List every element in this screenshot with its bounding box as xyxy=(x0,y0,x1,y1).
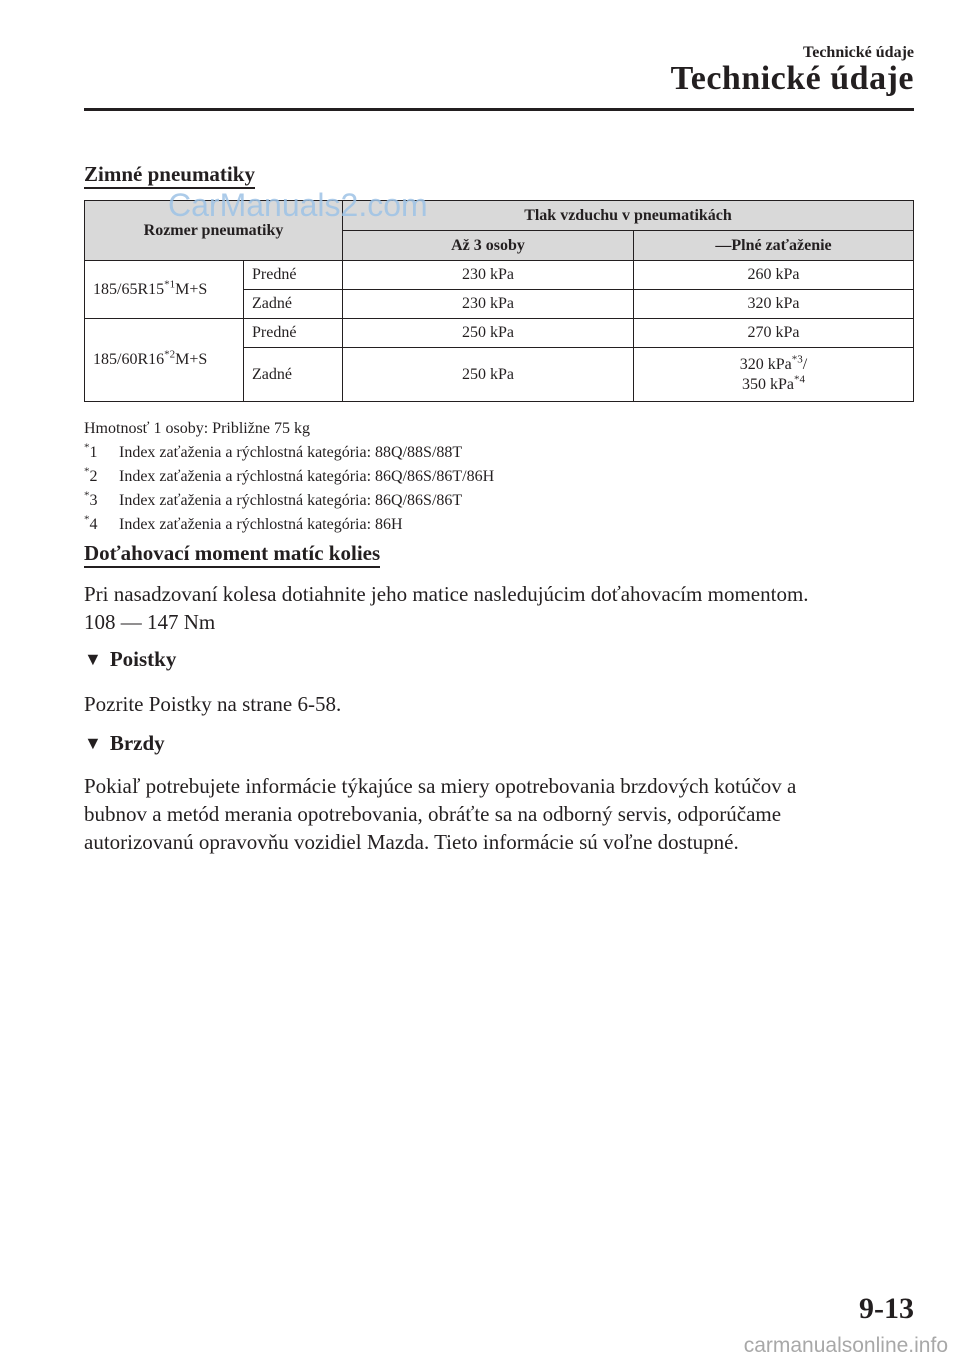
header-section-small: Technické údaje xyxy=(803,44,914,61)
table-row xyxy=(85,319,914,348)
triangle-down-icon: ▼ xyxy=(84,649,102,669)
footnote-ref: *4 xyxy=(794,373,805,386)
footnote: *4 Index zaťaženia a rýchlostná kategória: 86H xyxy=(84,513,494,537)
footnote: *3 Index zaťaženia a rýchlostná kategória: 86Q/86S/86T xyxy=(84,489,494,513)
pressure-cell: 270 kPa xyxy=(634,319,914,348)
footnote-ref: *1 xyxy=(164,278,176,291)
header-rule xyxy=(84,108,914,111)
table-header-tire-size: Rozmer pneumatiky xyxy=(85,201,343,261)
pressure-cell: 230 kPa xyxy=(343,261,634,290)
tire-size-suffix: M+S xyxy=(175,351,208,368)
position-cell: Zadné xyxy=(244,348,343,402)
pressure-value: 320 kPa xyxy=(739,355,792,373)
brakes-text-line: autorizovanú opravovňu vozidiel Mazda. Tieto informácie sú voľne dostupné. xyxy=(84,830,739,854)
table-header-full-load: —Plné zaťaženie xyxy=(634,231,914,261)
winter-tires-title: Zimné pneumatiky xyxy=(84,162,255,189)
torque-title: Doťahovací moment matíc kolies xyxy=(84,541,380,568)
tire-size: 185/65R15 xyxy=(93,280,165,298)
torque-text: Pri nasadzovaní kolesa dotiahnite jeho matice nasledujúcim doťahovacím momentom. xyxy=(84,582,809,606)
torque-text-block xyxy=(84,580,914,636)
fuses-title: Poistky xyxy=(109,647,177,671)
pressure-cell-multi xyxy=(634,348,914,402)
table-notes xyxy=(84,417,494,537)
brakes-text-line: Pokiaľ potrebujete informácie týkajúce sa miery opotrebovania brzdových kotúčov a xyxy=(84,774,797,798)
position-cell: Predné xyxy=(244,319,343,348)
triangle-down-icon: ▼ xyxy=(84,733,102,753)
footnote: *2 Index zaťaženia a rýchlostná kategória: 86Q/86S/86T/86H xyxy=(84,465,494,489)
tire-size: 185/60R16 xyxy=(93,351,165,368)
pressure-cell: 320 kPa xyxy=(634,290,914,319)
header-section-title: Technické údaje xyxy=(670,60,914,97)
position-cell: Zadné xyxy=(244,290,343,319)
pressure-value: 350 kPa xyxy=(742,375,794,393)
footnote-number: 3 xyxy=(89,492,98,509)
footnote-ref: *3 xyxy=(791,353,803,366)
weight-note: Hmotnosť 1 osoby: Približne 75 kg xyxy=(84,420,310,437)
footnote-text: Index zaťaženia a rýchlostná kategória: 88Q/88S/88T xyxy=(119,444,463,461)
footnote: *1 Index zaťaženia a rýchlostná kategória: 88Q/88S/88T xyxy=(84,441,494,465)
table-header-pressure: Tlak vzduchu v pneumatikách xyxy=(343,201,914,231)
footnote-number: 1 xyxy=(89,444,98,461)
separator: / xyxy=(802,355,808,373)
fuses-text: Pozrite Poistky na strane 6-58. xyxy=(84,692,342,716)
table-row xyxy=(85,261,914,290)
watermark-logo-top: CarManuals2.com xyxy=(168,187,428,223)
footnote-text: Index zaťaženia a rýchlostná kategória: 86Q/86S/86T/86H xyxy=(119,468,495,485)
pressure-cell: 230 kPa xyxy=(343,290,634,319)
brakes-text-line: bubnov a metód merania opotrebovania, obráťte sa na odborný servis, odporúčame xyxy=(84,802,782,826)
footnote-number: 4 xyxy=(89,516,98,533)
table-header-up-to-3: Až 3 osoby xyxy=(343,231,634,261)
footnote-text: Index zaťaženia a rýchlostná kategória: 86H xyxy=(119,516,403,533)
footnote-text: Index zaťaženia a rýchlostná kategória: 86Q/86S/86T xyxy=(119,492,463,509)
pressure-cell: 260 kPa xyxy=(634,261,914,290)
position-cell: Predné xyxy=(244,261,343,290)
fuses-heading xyxy=(84,647,176,672)
tire-size-cell xyxy=(85,261,244,319)
tire-size-cell xyxy=(85,319,244,402)
page-number: 9-13 xyxy=(859,1292,914,1325)
brakes-title: Brzdy xyxy=(109,731,165,755)
tire-size-suffix: M+S xyxy=(175,280,208,298)
footnote-number: 2 xyxy=(89,468,98,485)
footnote-ref: *2 xyxy=(164,348,176,361)
watermark-logo-bottom: carmanualsonline.info xyxy=(743,1334,948,1357)
tire-pressure-table xyxy=(84,200,914,402)
pressure-cell: 250 kPa xyxy=(343,348,634,402)
pressure-cell: 250 kPa xyxy=(343,319,634,348)
torque-value: 108 — 147 Nm xyxy=(84,610,216,634)
brakes-text xyxy=(84,772,914,856)
brakes-heading xyxy=(84,731,165,756)
